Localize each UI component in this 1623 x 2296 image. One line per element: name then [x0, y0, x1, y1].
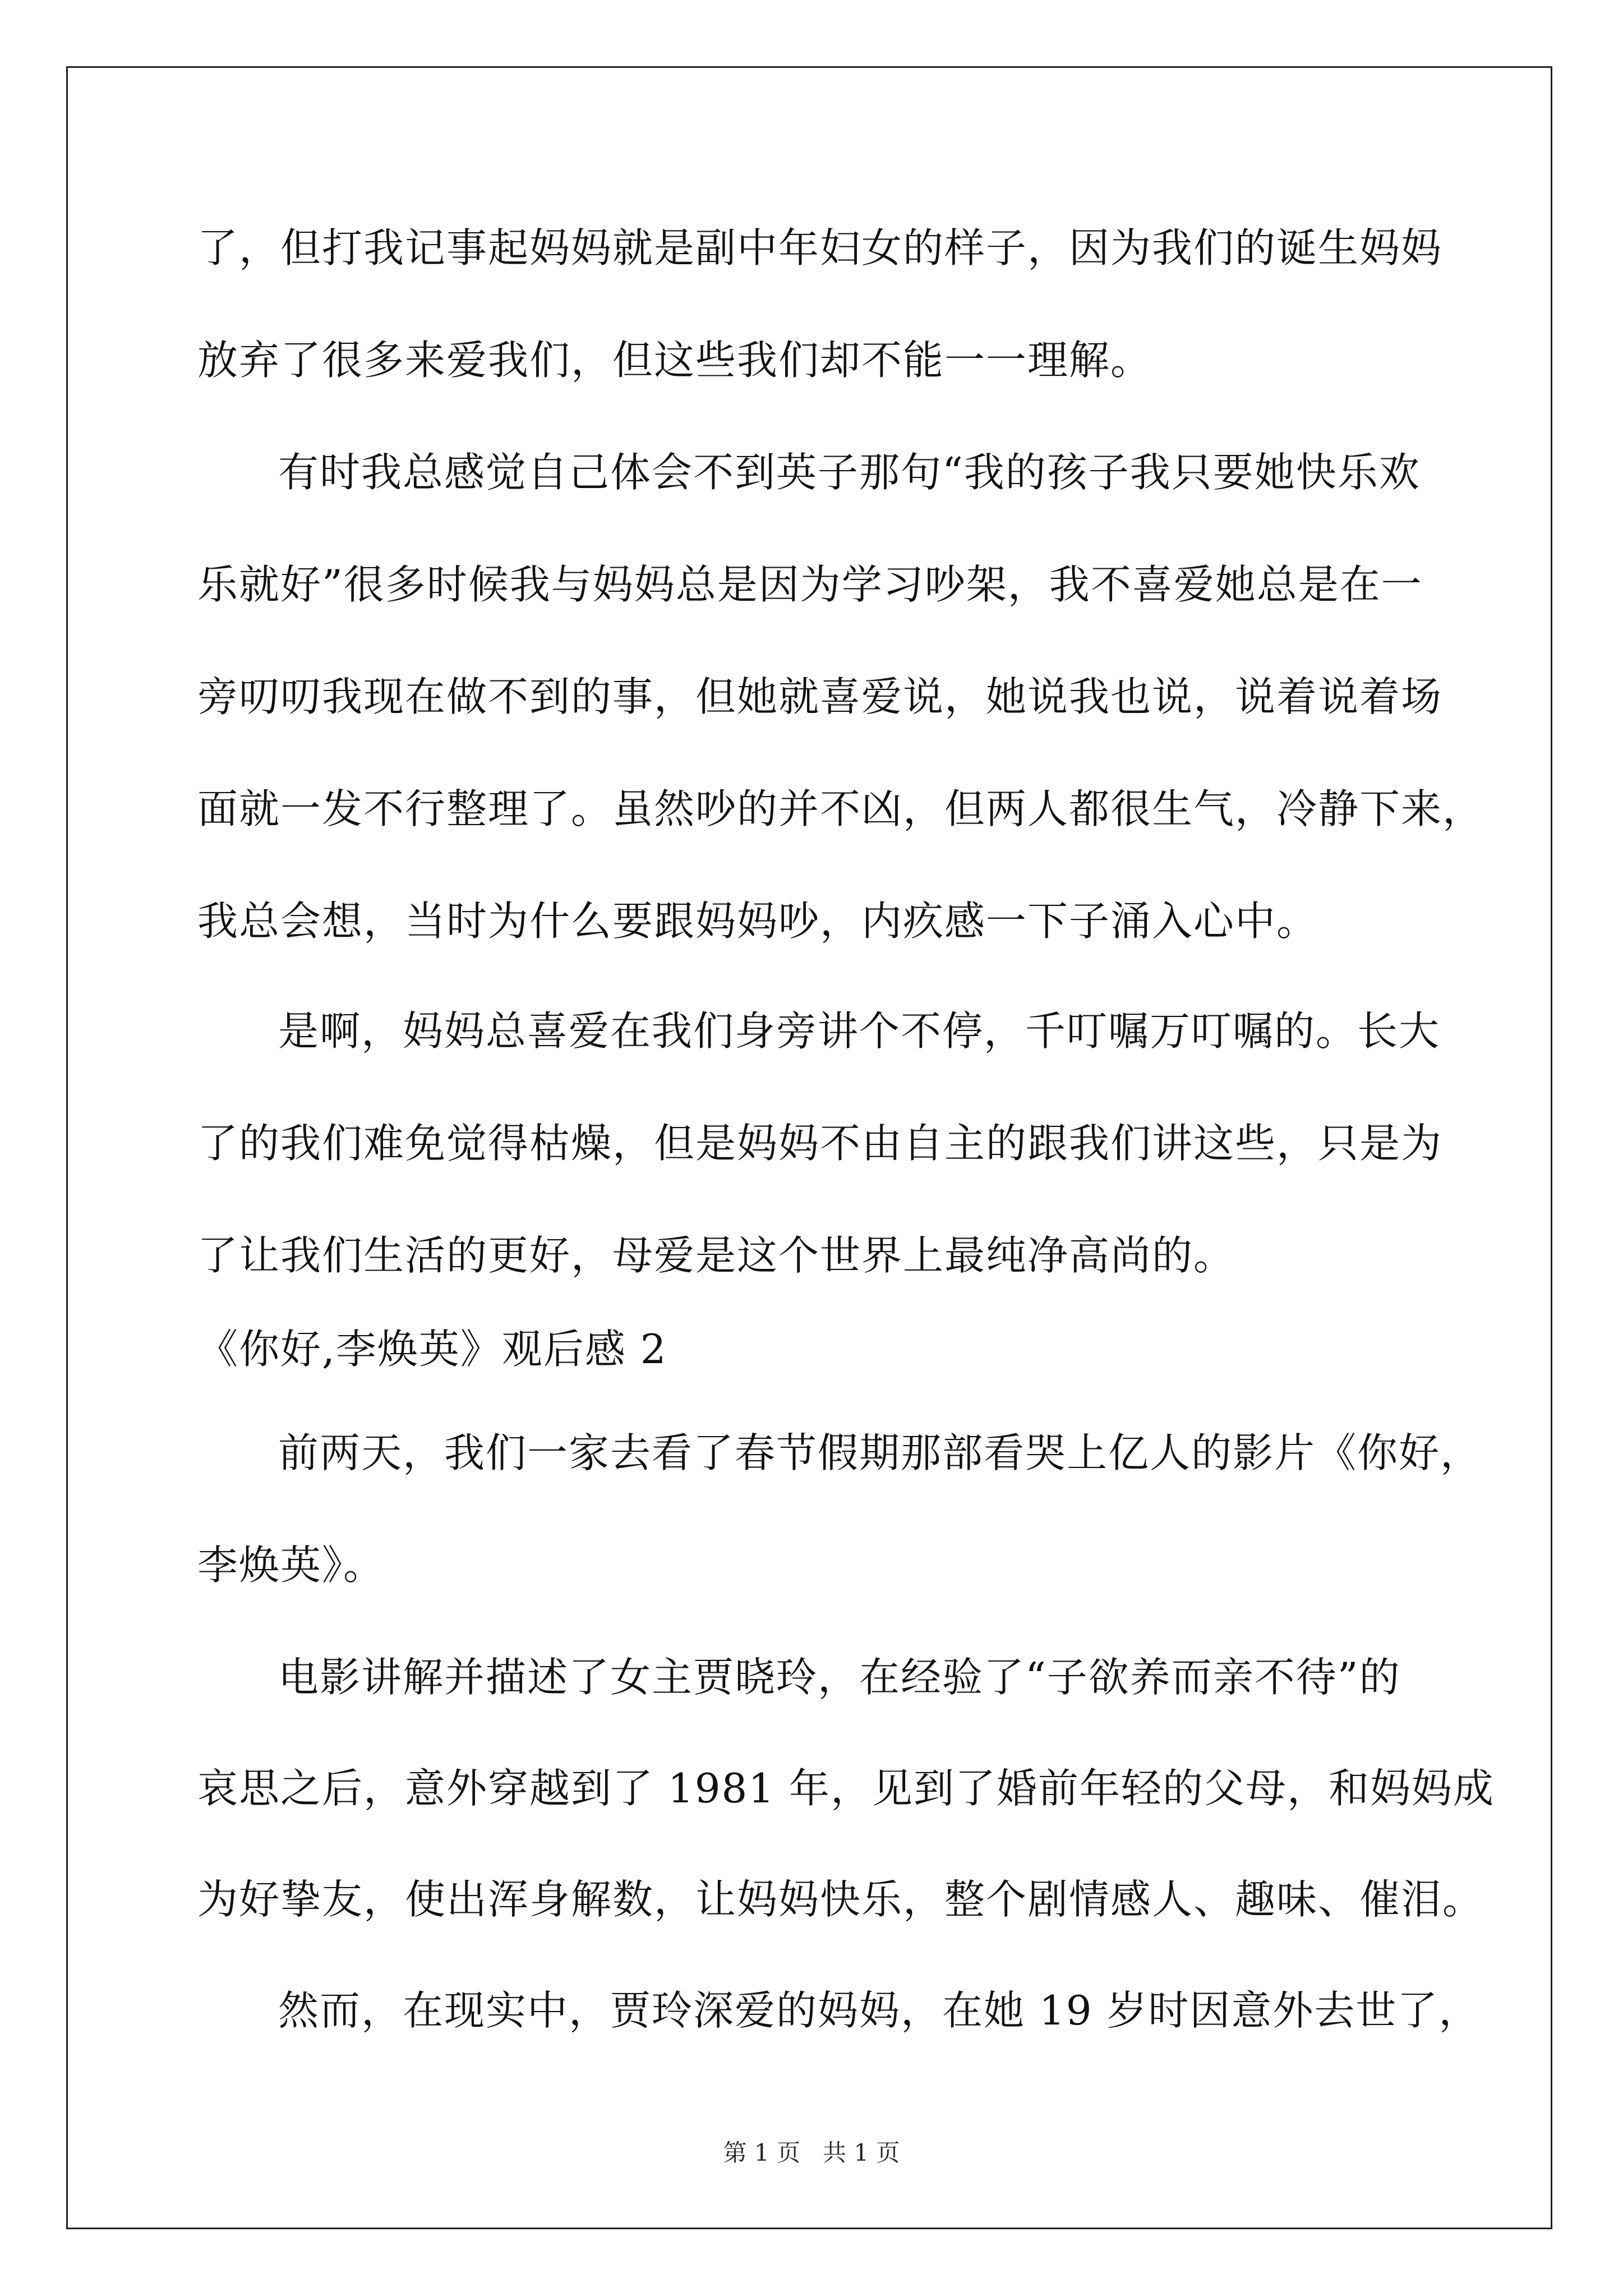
- page-total: 共 1 页: [823, 2139, 900, 2166]
- page-footer: [0, 2136, 1623, 2170]
- paragraph-start-line: 是啊，妈妈总喜爱在我们身旁讲个不停，千叮嘱万叮嘱的。长大: [278, 1007, 1441, 1055]
- paragraph-start-line: 前两天，我们一家去看了春节假期那部看哭上亿人的影片《你好，: [278, 1429, 1482, 1476]
- body-line: 了的我们难免觉得枯燥，但是妈妈不由自主的跟我们讲这些，只是为: [197, 1120, 1443, 1167]
- body-line: 了让我们生活的更好，母爱是这个世界上最纯净高尚的。: [197, 1232, 1235, 1279]
- body-line: 了，但打我记事起妈妈就是副中年妇女的样子，因为我们的诞生妈妈: [197, 224, 1443, 272]
- body-line: 我总会想，当时为什么要跟妈妈吵，内疚感一下子涌入心中。: [197, 898, 1318, 945]
- paragraph-start-line: 然而，在现实中，贾玲深爱的妈妈，在她 19 岁时因意外去世了，: [278, 1987, 1481, 2034]
- body-line: 李焕英》。: [197, 1542, 385, 1589]
- paragraph-start-line: 有时我总感觉自己体会不到英子那句“我的孩子我只要她快乐欢: [278, 449, 1421, 496]
- paragraph-start-line: 电影讲解并描述了女主贾晓玲，在经验了“子欲养而亲不待”的: [278, 1654, 1401, 1701]
- page-number: 第 1 页: [723, 2139, 800, 2166]
- body-line: 放弃了很多来爱我们，但这些我们却不能一一理解。: [197, 337, 1152, 384]
- section-heading: 《你好,李焕英》观后感 2: [197, 1326, 667, 1373]
- body-line: 哀思之后，意外穿越到了 1981 年，见到了婚前年轻的父母，和妈妈成: [197, 1765, 1495, 1812]
- body-line: 面就一发不行整理了。虽然吵的并不凶，但两人都很生气，冷静下来，: [197, 785, 1484, 832]
- body-line: 乐就好”很多时候我与妈妈总是因为学习吵架，我不喜爱她总是在一: [197, 561, 1423, 608]
- body-line: 旁叨叨我现在做不到的事，但她就喜爱说，她说我也说，说着说着场: [197, 673, 1443, 720]
- body-line: 为好挚友，使出浑身解数，让妈妈快乐，整个剧情感人、趣味、催泪。: [197, 1876, 1484, 1923]
